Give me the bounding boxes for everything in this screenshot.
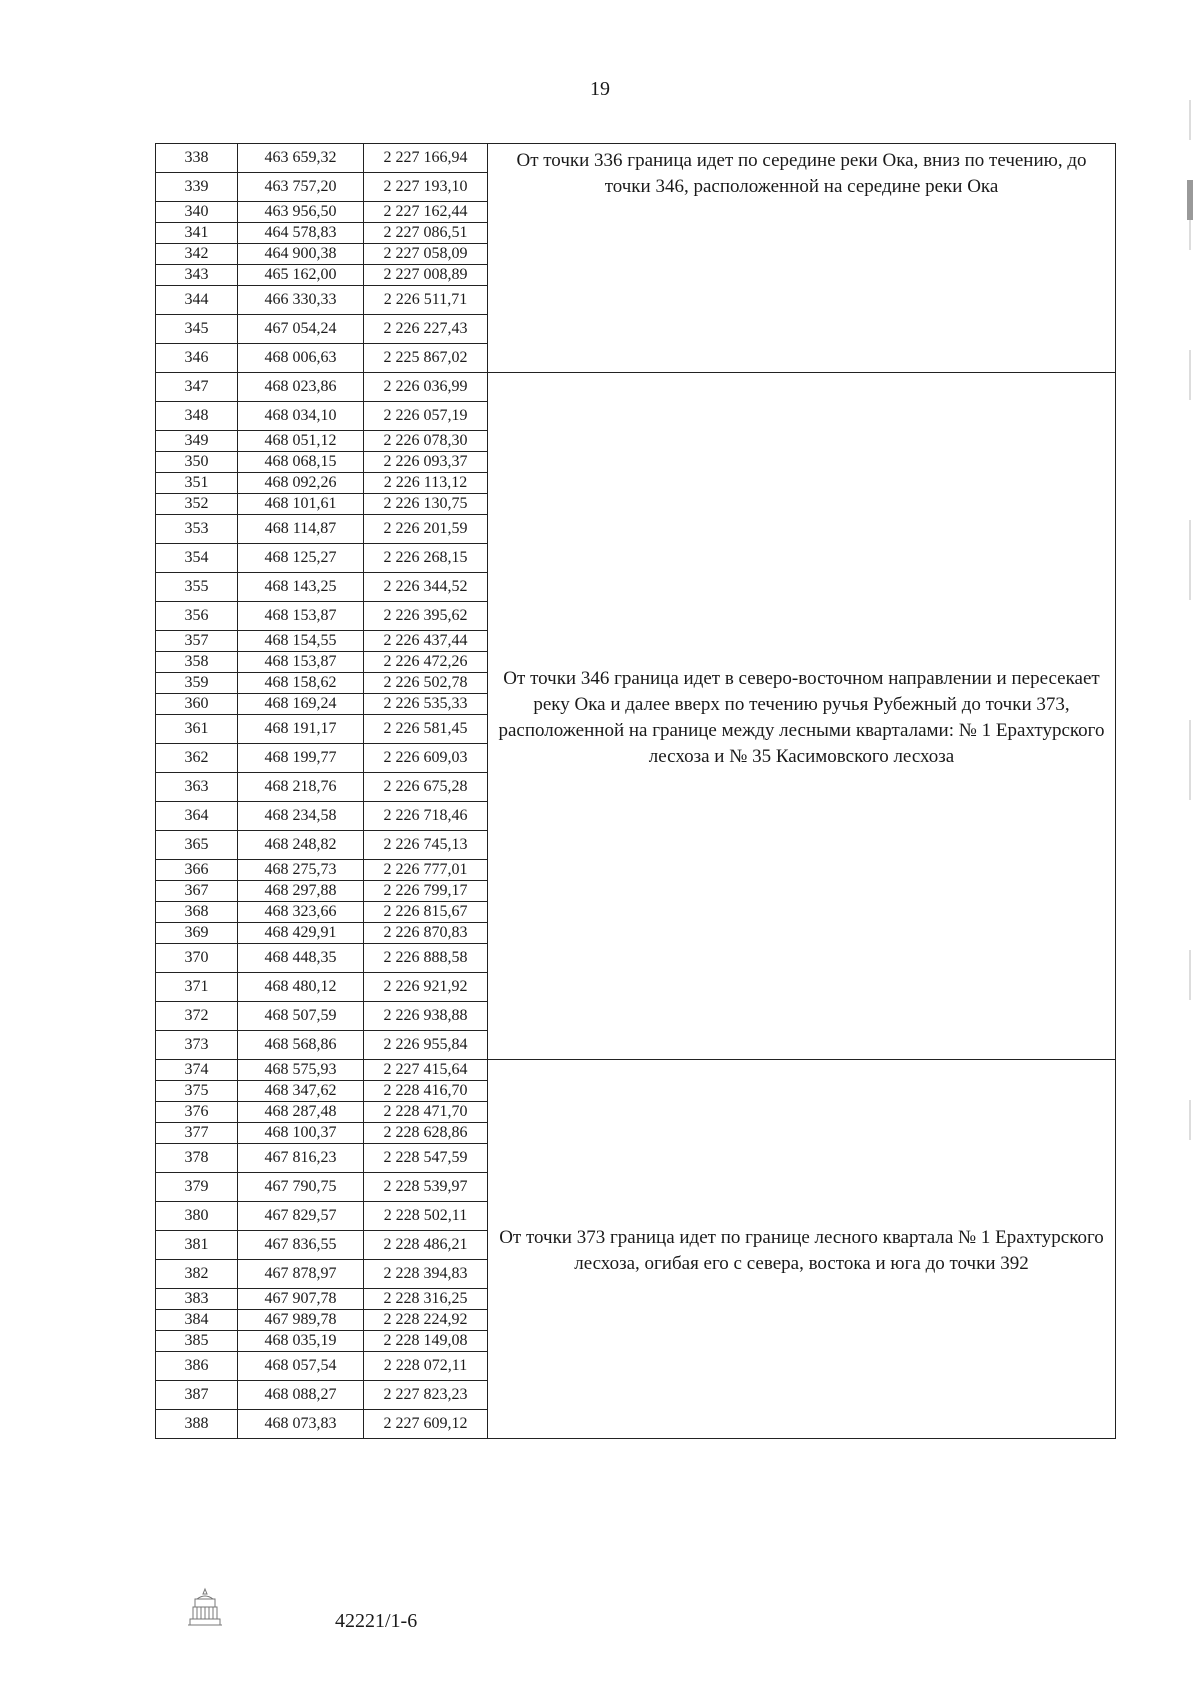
- y-coordinate-cell: 2 226 472,26: [364, 652, 488, 673]
- x-coordinate-cell: 468 575,93: [238, 1060, 364, 1081]
- x-coordinate-cell: 468 068,15: [238, 452, 364, 473]
- point-cell: 347: [156, 373, 238, 402]
- point-cell: 384: [156, 1310, 238, 1331]
- point-cell: 367: [156, 881, 238, 902]
- x-coordinate-cell: 468 507,59: [238, 1002, 364, 1031]
- point-cell: 346: [156, 344, 238, 373]
- x-coordinate-cell: 467 989,78: [238, 1310, 364, 1331]
- x-coordinate-cell: 467 836,55: [238, 1231, 364, 1260]
- point-cell: 372: [156, 1002, 238, 1031]
- point-cell: 385: [156, 1331, 238, 1352]
- x-coordinate-cell: 468 199,77: [238, 744, 364, 773]
- coordinates-table: [155, 143, 1116, 1439]
- y-coordinate-cell: 2 227 823,23: [364, 1381, 488, 1410]
- x-coordinate-cell: 468 023,86: [238, 373, 364, 402]
- y-coordinate-cell: 2 226 535,33: [364, 694, 488, 715]
- point-cell: 362: [156, 744, 238, 773]
- point-cell: 354: [156, 544, 238, 573]
- point-cell: 373: [156, 1031, 238, 1060]
- point-cell: 350: [156, 452, 238, 473]
- x-coordinate-cell: 467 829,57: [238, 1202, 364, 1231]
- y-coordinate-cell: 2 227 086,51: [364, 223, 488, 244]
- y-coordinate-cell: 2 226 395,62: [364, 602, 488, 631]
- y-coordinate-cell: 2 226 036,99: [364, 373, 488, 402]
- x-coordinate-cell: 468 114,87: [238, 515, 364, 544]
- point-cell: 374: [156, 1060, 238, 1081]
- y-coordinate-cell: 2 226 511,71: [364, 286, 488, 315]
- x-coordinate-cell: 468 158,62: [238, 673, 364, 694]
- y-coordinate-cell: 2 225 867,02: [364, 344, 488, 373]
- point-cell: 360: [156, 694, 238, 715]
- x-coordinate-cell: 467 878,97: [238, 1260, 364, 1289]
- x-coordinate-cell: 468 169,24: [238, 694, 364, 715]
- y-coordinate-cell: 2 228 547,59: [364, 1144, 488, 1173]
- x-coordinate-cell: 468 297,88: [238, 881, 364, 902]
- x-coordinate-cell: 468 287,48: [238, 1102, 364, 1123]
- point-cell: 388: [156, 1410, 238, 1439]
- x-coordinate-cell: 468 153,87: [238, 652, 364, 673]
- table-row: [156, 373, 1116, 402]
- y-coordinate-cell: 2 226 201,59: [364, 515, 488, 544]
- y-coordinate-cell: 2 226 799,17: [364, 881, 488, 902]
- boundary-description-cell: От точки 336 граница идет по середине реки Ока, вниз по течению, до точки 346, расположенной на середине реки Ока: [488, 144, 1116, 373]
- point-cell: 339: [156, 173, 238, 202]
- scan-edge-marks: [1186, 100, 1194, 1500]
- point-cell: 380: [156, 1202, 238, 1231]
- x-coordinate-cell: 468 568,86: [238, 1031, 364, 1060]
- y-coordinate-cell: 2 227 166,94: [364, 144, 488, 173]
- x-coordinate-cell: 468 234,58: [238, 802, 364, 831]
- point-cell: 349: [156, 431, 238, 452]
- x-coordinate-cell: 468 057,54: [238, 1352, 364, 1381]
- y-coordinate-cell: 2 226 093,37: [364, 452, 488, 473]
- x-coordinate-cell: 468 154,55: [238, 631, 364, 652]
- x-coordinate-cell: 463 659,32: [238, 144, 364, 173]
- x-coordinate-cell: 468 480,12: [238, 973, 364, 1002]
- point-cell: 387: [156, 1381, 238, 1410]
- point-cell: 379: [156, 1173, 238, 1202]
- boundary-description-cell: От точки 373 граница идет по границе лесного квартала № 1 Ерахтурского лесхоза, огибая его с севера, востока и юга до точки 392: [488, 1060, 1116, 1439]
- point-cell: 351: [156, 473, 238, 494]
- document-code: 42221/1-6: [335, 1610, 418, 1632]
- x-coordinate-cell: 468 034,10: [238, 402, 364, 431]
- point-cell: 369: [156, 923, 238, 944]
- y-coordinate-cell: 2 227 058,09: [364, 244, 488, 265]
- point-cell: 368: [156, 902, 238, 923]
- y-coordinate-cell: 2 226 130,75: [364, 494, 488, 515]
- point-cell: 340: [156, 202, 238, 223]
- x-coordinate-cell: 468 275,73: [238, 860, 364, 881]
- point-cell: 370: [156, 944, 238, 973]
- x-coordinate-cell: 463 956,50: [238, 202, 364, 223]
- point-cell: 364: [156, 802, 238, 831]
- point-cell: 386: [156, 1352, 238, 1381]
- x-coordinate-cell: 464 900,38: [238, 244, 364, 265]
- y-coordinate-cell: 2 226 777,01: [364, 860, 488, 881]
- x-coordinate-cell: 468 035,19: [238, 1331, 364, 1352]
- point-cell: 365: [156, 831, 238, 860]
- y-coordinate-cell: 2 226 437,44: [364, 631, 488, 652]
- y-coordinate-cell: 2 228 502,11: [364, 1202, 488, 1231]
- point-cell: 361: [156, 715, 238, 744]
- y-coordinate-cell: 2 227 415,64: [364, 1060, 488, 1081]
- x-coordinate-cell: 468 088,27: [238, 1381, 364, 1410]
- y-coordinate-cell: 2 226 955,84: [364, 1031, 488, 1060]
- x-coordinate-cell: 464 578,83: [238, 223, 364, 244]
- point-cell: 338: [156, 144, 238, 173]
- point-cell: 371: [156, 973, 238, 1002]
- point-cell: 375: [156, 1081, 238, 1102]
- y-coordinate-cell: 2 227 008,89: [364, 265, 488, 286]
- x-coordinate-cell: 466 330,33: [238, 286, 364, 315]
- y-coordinate-cell: 2 228 628,86: [364, 1123, 488, 1144]
- table-row: [156, 144, 1116, 173]
- y-coordinate-cell: 2 226 078,30: [364, 431, 488, 452]
- point-cell: 376: [156, 1102, 238, 1123]
- x-coordinate-cell: 468 191,17: [238, 715, 364, 744]
- point-cell: 358: [156, 652, 238, 673]
- x-coordinate-cell: 468 448,35: [238, 944, 364, 973]
- y-coordinate-cell: 2 226 675,28: [364, 773, 488, 802]
- x-coordinate-cell: 468 323,66: [238, 902, 364, 923]
- y-coordinate-cell: 2 228 224,92: [364, 1310, 488, 1331]
- point-cell: 348: [156, 402, 238, 431]
- x-coordinate-cell: 467 790,75: [238, 1173, 364, 1202]
- y-coordinate-cell: 2 226 268,15: [364, 544, 488, 573]
- point-cell: 366: [156, 860, 238, 881]
- x-coordinate-cell: 467 816,23: [238, 1144, 364, 1173]
- y-coordinate-cell: 2 227 193,10: [364, 173, 488, 202]
- x-coordinate-cell: 468 051,12: [238, 431, 364, 452]
- y-coordinate-cell: 2 228 539,97: [364, 1173, 488, 1202]
- x-coordinate-cell: 468 248,82: [238, 831, 364, 860]
- boundary-description-cell: От точки 346 граница идет в северо-восточном направлении и пересекает реку Ока и далее вверх по течению ручья Рубежный до точки 373, расположенной на границе между лесными кварталами: № 1 Ерахтурского лесхоза и № 35 Касимовского лесхоза: [488, 373, 1116, 1060]
- x-coordinate-cell: 468 101,61: [238, 494, 364, 515]
- y-coordinate-cell: 2 226 581,45: [364, 715, 488, 744]
- x-coordinate-cell: 467 907,78: [238, 1289, 364, 1310]
- point-cell: 341: [156, 223, 238, 244]
- x-coordinate-cell: 463 757,20: [238, 173, 364, 202]
- point-cell: 352: [156, 494, 238, 515]
- y-coordinate-cell: 2 227 609,12: [364, 1410, 488, 1439]
- point-cell: 377: [156, 1123, 238, 1144]
- y-coordinate-cell: 2 227 162,44: [364, 202, 488, 223]
- point-cell: 381: [156, 1231, 238, 1260]
- point-cell: 345: [156, 315, 238, 344]
- x-coordinate-cell: 468 100,37: [238, 1123, 364, 1144]
- point-cell: 355: [156, 573, 238, 602]
- x-coordinate-cell: 468 092,26: [238, 473, 364, 494]
- point-cell: 357: [156, 631, 238, 652]
- point-cell: 382: [156, 1260, 238, 1289]
- y-coordinate-cell: 2 226 609,03: [364, 744, 488, 773]
- y-coordinate-cell: 2 226 888,58: [364, 944, 488, 973]
- x-coordinate-cell: 465 162,00: [238, 265, 364, 286]
- y-coordinate-cell: 2 226 718,46: [364, 802, 488, 831]
- y-coordinate-cell: 2 228 394,83: [364, 1260, 488, 1289]
- point-cell: 353: [156, 515, 238, 544]
- table-row: [156, 1060, 1116, 1081]
- x-coordinate-cell: 467 054,24: [238, 315, 364, 344]
- y-coordinate-cell: 2 226 815,67: [364, 902, 488, 923]
- y-coordinate-cell: 2 226 227,43: [364, 315, 488, 344]
- point-cell: 344: [156, 286, 238, 315]
- point-cell: 359: [156, 673, 238, 694]
- emblem-icon: [185, 1585, 225, 1633]
- x-coordinate-cell: 468 073,83: [238, 1410, 364, 1439]
- x-coordinate-cell: 468 347,62: [238, 1081, 364, 1102]
- y-coordinate-cell: 2 228 416,70: [364, 1081, 488, 1102]
- y-coordinate-cell: 2 228 149,08: [364, 1331, 488, 1352]
- y-coordinate-cell: 2 226 870,83: [364, 923, 488, 944]
- y-coordinate-cell: 2 228 486,21: [364, 1231, 488, 1260]
- y-coordinate-cell: 2 226 057,19: [364, 402, 488, 431]
- page-number: 19: [590, 78, 610, 100]
- point-cell: 356: [156, 602, 238, 631]
- y-coordinate-cell: 2 226 344,52: [364, 573, 488, 602]
- y-coordinate-cell: 2 226 921,92: [364, 973, 488, 1002]
- y-coordinate-cell: 2 228 072,11: [364, 1352, 488, 1381]
- point-cell: 383: [156, 1289, 238, 1310]
- point-cell: 342: [156, 244, 238, 265]
- y-coordinate-cell: 2 226 502,78: [364, 673, 488, 694]
- x-coordinate-cell: 468 125,27: [238, 544, 364, 573]
- point-cell: 363: [156, 773, 238, 802]
- x-coordinate-cell: 468 006,63: [238, 344, 364, 373]
- x-coordinate-cell: 468 218,76: [238, 773, 364, 802]
- point-cell: 378: [156, 1144, 238, 1173]
- y-coordinate-cell: 2 226 113,12: [364, 473, 488, 494]
- x-coordinate-cell: 468 143,25: [238, 573, 364, 602]
- point-cell: 343: [156, 265, 238, 286]
- y-coordinate-cell: 2 228 471,70: [364, 1102, 488, 1123]
- y-coordinate-cell: 2 226 938,88: [364, 1002, 488, 1031]
- y-coordinate-cell: 2 228 316,25: [364, 1289, 488, 1310]
- x-coordinate-cell: 468 429,91: [238, 923, 364, 944]
- x-coordinate-cell: 468 153,87: [238, 602, 364, 631]
- y-coordinate-cell: 2 226 745,13: [364, 831, 488, 860]
